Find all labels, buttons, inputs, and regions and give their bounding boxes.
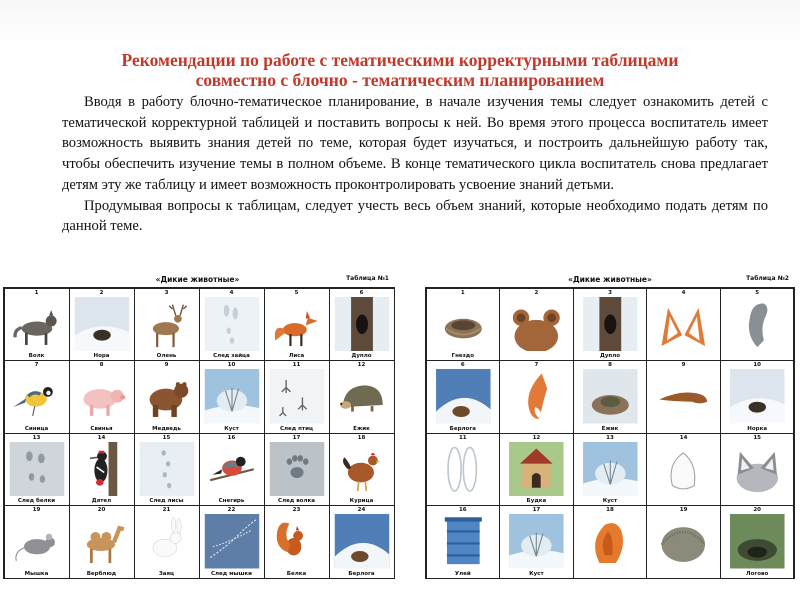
cell-number: 5 (294, 289, 299, 296)
cell-number: 19 (32, 507, 41, 513)
table1-cell (134, 433, 200, 507)
fox-track-icon (139, 442, 195, 497)
table1-cell (264, 505, 330, 579)
cell-number: 7 (34, 362, 39, 368)
snowy-bush-icon (504, 514, 569, 569)
cell-label: Верблюд (86, 570, 117, 577)
cell-label: Дупло (599, 353, 621, 359)
cell-number: 8 (608, 362, 612, 368)
table1-cell (329, 288, 395, 362)
table2-cell (426, 433, 501, 507)
cell-label: Лиса (288, 353, 305, 359)
doghouse-icon (504, 442, 569, 497)
table1-cell (199, 360, 265, 434)
tree-hollow-icon (578, 297, 643, 352)
cell-number: 13 (606, 434, 614, 441)
cell-label: Снегирь (218, 498, 245, 504)
fox-icon (269, 297, 325, 352)
cell-number: 17 (532, 507, 541, 513)
hedgehog-nest-icon (578, 369, 643, 424)
table2-cell (646, 505, 721, 579)
table2-cell (720, 288, 795, 362)
cell-label: Свинья (90, 425, 113, 432)
cell-label: След зайца (213, 353, 250, 359)
cell-number: 14 (97, 434, 106, 441)
table1-cell (134, 505, 200, 579)
cell-label: Ежик (601, 425, 619, 432)
squirrel-ear-icon (578, 514, 643, 569)
cell-label: След мышки (210, 570, 253, 577)
cell-label: Медведь (152, 425, 181, 432)
table1-cell (69, 505, 135, 579)
table1-cell (329, 433, 395, 507)
table2-cell (426, 288, 501, 362)
pig-icon (74, 369, 130, 424)
table2-cell (426, 505, 501, 579)
cell-label: Куст (602, 498, 618, 504)
cell-number: 17 (292, 434, 301, 441)
cell-number: 1 (460, 289, 465, 296)
cell-number: 21 (162, 507, 171, 513)
paragraph-1: Вводя в работу блочно-тематическое планирование, в начале изучения темы следует ознакомить детей с тематической корректурной таблицей и поставить вопросы к ней. Во время этого процесса воспитатель имеет возможность выявить знания детей по теме, которая будет изучаться, и построить дальнейшую работу так, чтобы обеспечить изучение темы в полном объеме. В конце тематического цикла воспитатель снова предлагает детям эту же таблицу и имеет возможность проконтролировать усвоение знаний детьми. (62, 94, 768, 193)
cell-label: Белка (286, 570, 307, 577)
cell-label: Синица (24, 425, 49, 432)
cell-number: 3 (608, 289, 612, 296)
beehive-icon (431, 514, 496, 569)
cell-number: 2 (99, 289, 104, 296)
table1-cell (4, 433, 70, 507)
cell-number: 4 (229, 289, 234, 296)
table2-cell (720, 433, 795, 507)
cell-number: 10 (753, 362, 762, 368)
bear-ears-icon (504, 297, 569, 352)
table-1-title: «Дикие животные» (155, 275, 240, 284)
cell-label: Логово (746, 570, 769, 577)
table-1-header (0, 267, 395, 287)
table1-cell (264, 433, 330, 507)
cell-label: Куст (224, 425, 239, 432)
cell-number: 9 (681, 362, 686, 368)
cell-number: 24 (357, 507, 366, 513)
table1-cell (134, 288, 200, 362)
cell-number: 11 (292, 362, 301, 368)
cell-number: 23 (292, 507, 301, 513)
table1-cell (329, 505, 395, 579)
cell-number: 16 (227, 434, 236, 441)
paragraph-2: Продумывая вопросы к таблицам, следует учесть весь объем знаний, которые необходимо подать детям по данной теме. (62, 197, 768, 235)
cell-label: След белки (17, 498, 56, 504)
mouse-icon (9, 514, 65, 569)
burrow-icon (74, 297, 130, 352)
cell-number: 5 (755, 289, 760, 296)
body-text (62, 92, 768, 237)
table2-cell (646, 288, 721, 362)
cell-number: 15 (162, 434, 171, 441)
cell-number: 18 (357, 434, 366, 441)
cell-label: Гнездо (451, 353, 475, 359)
fox-tail-icon (504, 369, 569, 424)
hedgehog-spines-icon (651, 514, 716, 569)
cell-number: 2 (534, 289, 539, 296)
tree-hollow-icon (334, 297, 390, 352)
cell-number: 8 (99, 362, 104, 368)
cell-number: 13 (32, 434, 41, 441)
table1-cell (69, 288, 135, 362)
cell-number: 1 (34, 289, 39, 296)
slide-title-line2: совместно с блочно - тематическим планированием (195, 70, 605, 90)
cell-label: Нора (93, 353, 110, 359)
cell-number: 16 (458, 507, 467, 513)
squirrel-track-icon (9, 442, 65, 497)
hare-track-icon (204, 297, 260, 352)
table2-cell (573, 433, 648, 507)
table-2-title: «Дикие животные» (568, 275, 652, 284)
nest-icon (431, 297, 496, 352)
table2-cell (499, 505, 574, 579)
hare-icon (139, 514, 195, 569)
table1-cell (69, 433, 135, 507)
cell-label: След птиц (279, 425, 314, 432)
cell-label: Дупло (351, 353, 372, 359)
deer-icon (139, 297, 195, 352)
slide-title-line1: Рекомендации по работе с тематическими корректурными таблицами (121, 50, 679, 70)
table1-cell (4, 288, 70, 362)
cell-number: 18 (606, 507, 614, 513)
table2-cell (499, 288, 574, 362)
cell-label: Будка (526, 498, 547, 504)
cell-label: Курица (349, 498, 374, 504)
table1-cell (4, 360, 70, 434)
cell-label: След лисы (149, 498, 184, 504)
table2-cell (573, 505, 648, 579)
table2-cell (499, 433, 574, 507)
cell-label: Куст (529, 570, 544, 577)
den-icon (334, 514, 390, 569)
cell-number: 11 (458, 434, 467, 441)
table2-cell (646, 433, 721, 507)
squirrel-tail-icon (725, 297, 790, 352)
hedgehog-icon (334, 369, 390, 424)
table1-cell (199, 505, 265, 579)
tit-bird-icon (9, 369, 65, 424)
top-band (0, 0, 800, 50)
cell-number: 6 (359, 289, 364, 296)
hen-icon (334, 442, 390, 497)
camel-icon (74, 514, 130, 569)
table1-cell (134, 360, 200, 434)
snowy-bush-icon (578, 442, 643, 497)
table1-cell (264, 360, 330, 434)
cell-number: 10 (227, 362, 236, 368)
cell-label: Волк (28, 353, 45, 359)
hare-tail-icon (651, 442, 716, 497)
mouse-track-icon (204, 514, 260, 569)
hare-ears-icon (431, 442, 496, 497)
snowy-bush-icon (204, 369, 260, 424)
correction-table-2 (425, 267, 795, 579)
table2-cell (426, 360, 501, 434)
table1-cell (4, 505, 70, 579)
wolf-ears-icon (725, 442, 790, 497)
table2-cell (646, 360, 721, 434)
squirrel-icon (269, 514, 325, 569)
cell-number: 20 (753, 507, 762, 513)
table-2-header (425, 267, 795, 287)
table1-cell (69, 360, 135, 434)
cell-label: След волка (278, 498, 315, 504)
table2-cell (720, 505, 795, 579)
bird-track-icon (269, 369, 325, 424)
correction-table-1 (0, 267, 395, 579)
table1-cell (199, 288, 265, 362)
cell-label: Берлога (449, 425, 476, 432)
burrow-icon (725, 369, 790, 424)
woodpecker-icon (74, 442, 130, 497)
table1-cell (264, 288, 330, 362)
cell-label: Улей (454, 570, 471, 577)
slide-title (40, 50, 760, 90)
wolf-tail-icon (651, 369, 716, 424)
table2-cell (573, 288, 648, 362)
fox-ears-icon (651, 297, 716, 352)
wolf-icon (9, 297, 65, 352)
cell-number: 7 (534, 362, 539, 368)
table-2-grid (425, 287, 795, 579)
cell-number: 15 (753, 434, 762, 441)
cell-label: Дятел (91, 498, 112, 504)
cell-number: 12 (532, 434, 541, 441)
cell-label: Заяц (158, 570, 175, 577)
table1-cell (329, 360, 395, 434)
bear-icon (139, 369, 195, 424)
table1-cell (199, 433, 265, 507)
table-1-number: Таблица №1 (346, 275, 389, 282)
den-icon (431, 369, 496, 424)
cell-number: 9 (164, 362, 169, 368)
cell-number: 12 (357, 362, 366, 368)
table-1-grid (3, 287, 395, 579)
table2-cell (720, 360, 795, 434)
cell-number: 4 (681, 289, 686, 296)
cell-label: Мышка (24, 570, 49, 577)
bullfinch-icon (204, 442, 260, 497)
cell-number: 6 (460, 362, 465, 368)
cell-label: Ежик (353, 425, 370, 432)
table2-cell (499, 360, 574, 434)
table-2-number: Таблица №2 (746, 275, 789, 282)
cell-number: 14 (679, 434, 688, 441)
cell-number: 19 (679, 507, 688, 513)
cell-number: 22 (227, 507, 236, 513)
cell-label: Норка (747, 425, 768, 432)
wolf-track-icon (269, 442, 325, 497)
lair-icon (725, 514, 790, 569)
cell-label: Олень (156, 353, 177, 359)
cell-number: 3 (164, 289, 169, 296)
table2-cell (573, 360, 648, 434)
cell-label: Берлога (348, 570, 375, 577)
cell-number: 20 (97, 507, 106, 513)
